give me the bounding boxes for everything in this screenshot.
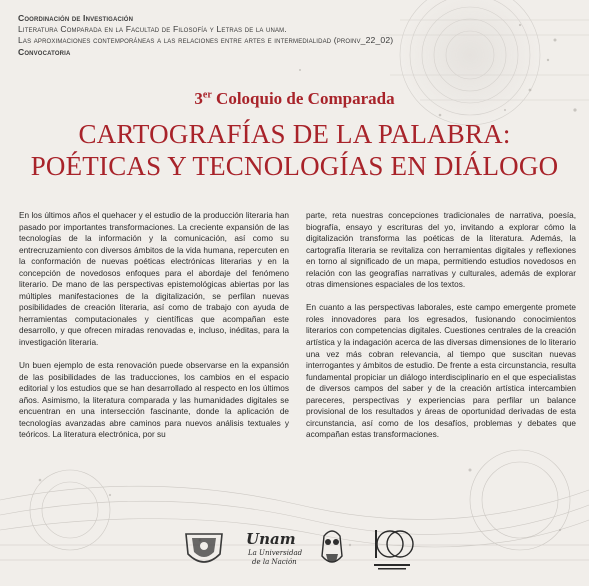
page-title	[0, 118, 589, 182]
body-paragraph: Un buen ejemplo de esta renovación puede observarse en la expansión de las posibilidades de las traducciones, los cambios en el espacio editorial y los estudios que se han desarrollado al respecto en los últimos años. Asimismo, la literatura comparada y las humanidades digitales se encuentran en una intersección fascinante, donde la aplicación de tecnologías avanzadas abre caminos para nuevos análisis textuales y teóricos. La literatura electrónica, por su	[19, 361, 289, 440]
body-column-right	[306, 210, 576, 452]
body-paragraph: En cuanto a las perspectivas laborales, este campo emergente promete roles innovadores para los egresados, fusionando conocimientos literarios con competencias digitales. Cuestiones centrales de la creación artística y la indagación acerca de las diversas dimensiones de lo literario una vez más cobran relevancia, al tiempo que suscitan nuevas interrogantes y ámbitos de estudio. De frente a esta circunstancia, resulta fundamental propiciar un diálogo interdisciplinario en el que especialistas de diversos campos del saber y de la creación artística intercambien pareceres, perspectivas y experiencias para perfilar un balance provisional de los resultados y áreas de oportunidad derivadas de esta circunstancia, así como de los desafíos, problemas y debates que acompañan estas transformaciones.	[306, 303, 576, 440]
100-anos-logo	[370, 524, 414, 572]
header-line-2: Literatura Comparada en la Facultad de Filosofía y Letras de la unam.	[18, 24, 287, 35]
body-paragraph: En los últimos años el quehacer y el estudio de la producción literaria han pasado por importantes transformaciones. La creciente expansión de las tecnologías de la información y la comunicación, así como su entrecruzamiento con diversos ámbitos de la vida humana, repercuten en la conformación de nuevas poéticas electrónicas literarias y en la concepción de novedosos enfoques para el abordaje del fenómeno literario. De mano de las perspectivas epistemológicas abiertas por las múltiples manifestaciones de la digitalización, se perfilan nuevas posibilidades de creación literaria, así como de trabajo con ayuda de herramientas computacionales y científicas que acompañan este desarrollo, y que ofrecen miradas renovadas e, incluso, inéditas, para la investigación literaria.	[19, 211, 289, 348]
body-column-left	[19, 210, 289, 452]
header-line-4: Convocatoria	[18, 46, 71, 57]
coloquio-ordinal: 3	[194, 89, 203, 108]
header	[18, 13, 578, 58]
title-line-1: CARTOGRAFÍAS DE LA PALABRA:	[78, 119, 511, 149]
coloquio-superscript: er	[202, 89, 212, 101]
filosofia-letras-owl-icon	[314, 526, 350, 570]
unam-shield-icon	[180, 530, 228, 570]
svg-text:Unam: Unam	[246, 530, 296, 548]
body-paragraph: parte, reta nuestras concepciones tradicionales de narrativa, poesía, biografía, ensayo y escrituras del yo, invitando a explorar cómo la digitalización transforma las poéticas de la literatura. Además, la cartografía literaria se revitaliza con herramientas digitales y reflexiones en torno al significado de un mapa, permitiendo estudios novedosos en relación con las geografías narrativas y culturales, además de explorar otras dimensiones espaciales de los textos.	[306, 211, 576, 290]
coloquio-heading	[0, 89, 589, 109]
header-line-1: Coordinación de Investigación	[18, 13, 134, 23]
coloquio-text: Coloquio de Comparada	[211, 89, 395, 108]
title-line-2: POÉTICAS Y TECNOLOGÍAS EN DIÁLOGO	[30, 151, 559, 181]
unam-la-universidad-de-la-nacion-logo	[244, 526, 303, 572]
header-line-3: Las aproximaciones contemporáneas a las relaciones entre artes e intermedialidad (proinv_22_02)	[18, 35, 394, 46]
svg-text:La Universidad: La Universidad	[248, 549, 303, 557]
svg-text:de la Nación: de la Nación	[252, 558, 297, 566]
